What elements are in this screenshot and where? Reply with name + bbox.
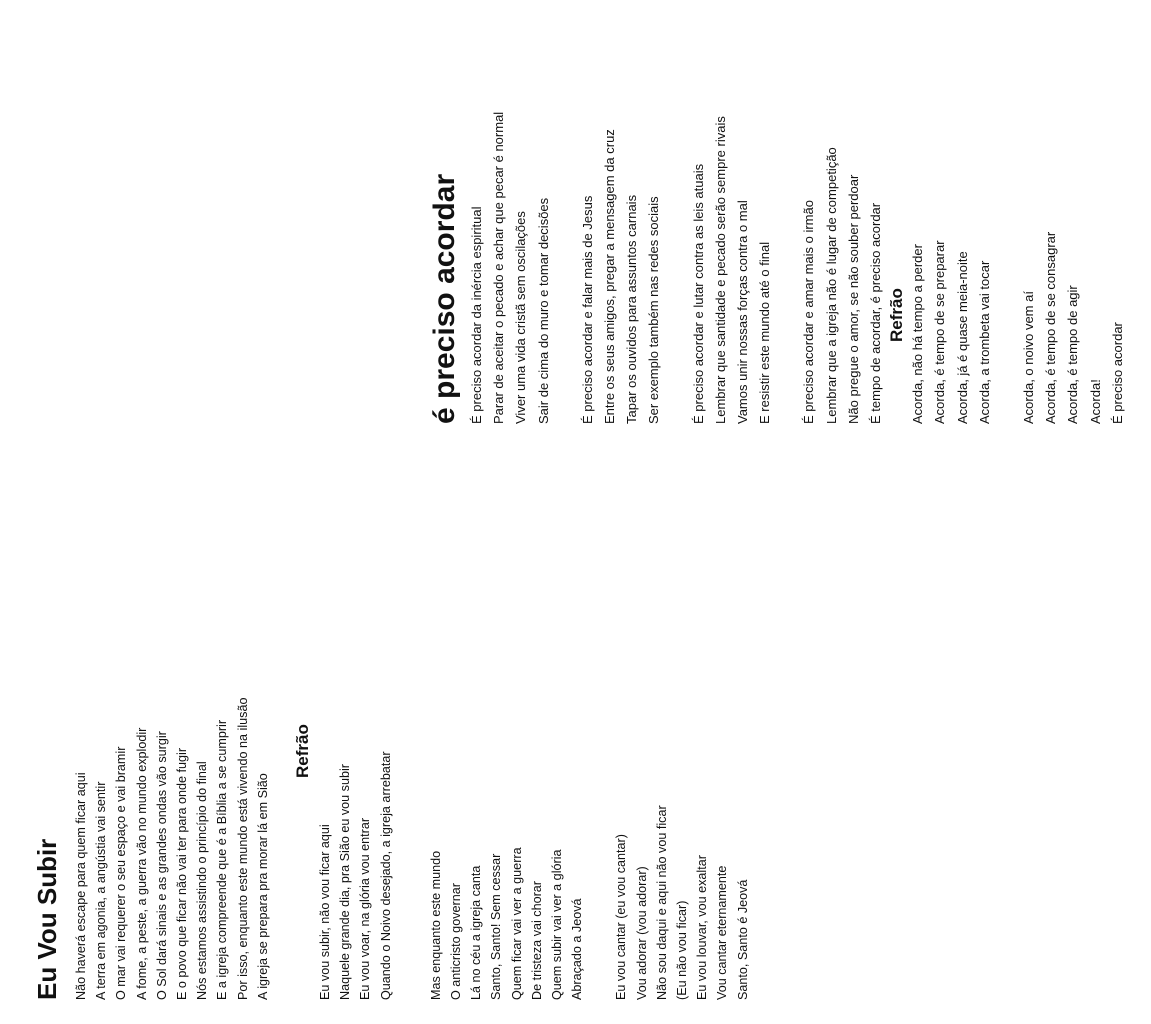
song-title: é preciso acordar [428,173,461,424]
lyric-line: Acorda, a trombeta vai tocar [976,260,992,424]
lyric-line: A igreja se prepara pra morar lá em Sião [255,773,270,1000]
refrao-heading: Refrão [293,724,313,778]
lyric-line: Abraçado a Jeová [570,898,585,1000]
stanza-3 [688,24,777,424]
song-eu-vou-subir [32,560,773,1000]
lyric-line: Vou adorar (vou adorar) [634,866,649,1000]
song-title: Eu Vou Subir [32,838,62,1000]
stanza-1 [466,24,555,424]
lyric-line: E a igreja compreende que é a Bíblia a se cumprir [215,719,230,1000]
lyric-line: Parar de aceitar o pecado e achar que pecar é normal [491,111,507,424]
lyric-line: Por isso, enquanto este mundo está vivendo na ilusão [235,697,250,1000]
lyric-line: Acorda, é tempo de agir [1065,285,1081,424]
lyric-line: É preciso acordar e amar mais o irmão [801,200,817,424]
lyric-line: Acorda! [1087,379,1103,424]
stanza-2 [577,24,666,424]
lyric-line: Vamos unir nossas forças contra o mal [735,200,751,424]
lyric-line: Eu vou subir, não vou ficar aqui [318,824,333,1000]
lyric-line: Lá no céu a igreja canta [469,865,484,1000]
lyric-line: O mar vai requerer o seu espaço e vai bramir [114,746,129,1000]
lyric-line: Eu vou voar, na glória vou entrar [358,817,373,1000]
lyric-line: De tristeza vai chorar [529,881,544,1000]
lyric-line: É preciso acordar e lutar contra as leis atuais [690,163,706,424]
lyric-line: Eu vou cantar (eu vou cantar) [614,834,629,1000]
lyric-line: O Sol dará sinais e as grandes ondas vão surgir [154,731,169,1000]
lyric-line: Acorda, é tempo de se preparar [932,240,948,424]
lyric-line: Vou cantar eternamente [715,865,730,1000]
lyric-line: É preciso acordar da inércia espiritual [469,206,484,424]
stanza-2 [426,560,588,1000]
lyric-line: A terra em agonia, a angústia vai sentir [94,781,109,1000]
lyric-line: Não sou daqui e aqui não vou ficar [654,805,669,1000]
stanza-3 [611,560,752,1000]
lyric-line: Eu vou louvar, vou exaltar [695,855,710,1000]
lyric-line: Lembrar que a igreja não é lugar de competição [823,147,839,424]
lyric-line: Acorda, o noivo vem aí [1021,291,1037,424]
stanza-1 [71,560,273,1000]
lyric-line: Acorda, não há tempo a perder [910,244,926,424]
lyric-line: É tempo de acordar, é preciso acordar [868,202,884,424]
lyric-line: Mas enquanto este mundo [428,850,443,1000]
lyric-line: É preciso acordar e falar mais de Jesus [579,195,595,424]
lyric-line: Tapar os ouvidos para assuntos carnais [624,194,640,424]
refrao [315,560,396,1000]
lyric-line: Sair de cima do muro e tomar decisões [535,197,551,424]
stanza-4 [798,24,887,424]
lyric-line: Quem ficar vai ver a guerra [509,847,524,1000]
lyric-line: E resistir este mundo até o final [757,241,773,424]
stanza-5 [1018,24,1129,424]
refrao-heading: Refrão [887,288,907,342]
lyric-line: É preciso acordar [1109,322,1125,424]
lyric-line: Nós estamos assistindo o princípio do final [195,761,210,1000]
lyric-line: (Eu não vou ficar) [675,900,690,1000]
lyric-line: Santo, Santo! Sem cessar [489,853,504,1000]
lyric-line: Quem subir vai ver a glória [550,849,565,1000]
lyric-line: Acorda, é tempo de se consagrar [1043,231,1059,424]
lyric-line: E o povo que ficar não vai ter para onde fugir [175,747,190,1000]
lyric-line: Santo, Santo é Jeová [735,879,750,1000]
lyric-line: Não haverá escape para quem ficar aqui [74,772,88,1000]
lyric-line: Acorda, já é quase meia-noite [954,251,970,424]
lyric-line: Lembrar que santidade e pecado serão sempre rivais [712,116,728,424]
lyric-line: Naquele grande dia, pra Sião eu vou subir [338,764,353,1000]
song-acordar [428,24,1151,424]
lyric-line: Viver uma vida cristã sem oscilações [513,211,529,424]
lyric-line: A fome, a peste, a guerra vão no mundo explodir [134,727,149,1000]
lyric-line: Entre os seus amigos, pregar a mensagem da cruz [602,129,618,424]
lyric-line: Ser exemplo também nas redes sociais [646,196,662,424]
lyric-line: O anticristo governar [449,883,464,1000]
lyric-line: Quando o Noivo desejado, a igreja arrebatar [378,751,393,1000]
lyric-line: Não pregue o amor, se não souber perdoar [845,174,861,424]
refrao [907,24,996,424]
